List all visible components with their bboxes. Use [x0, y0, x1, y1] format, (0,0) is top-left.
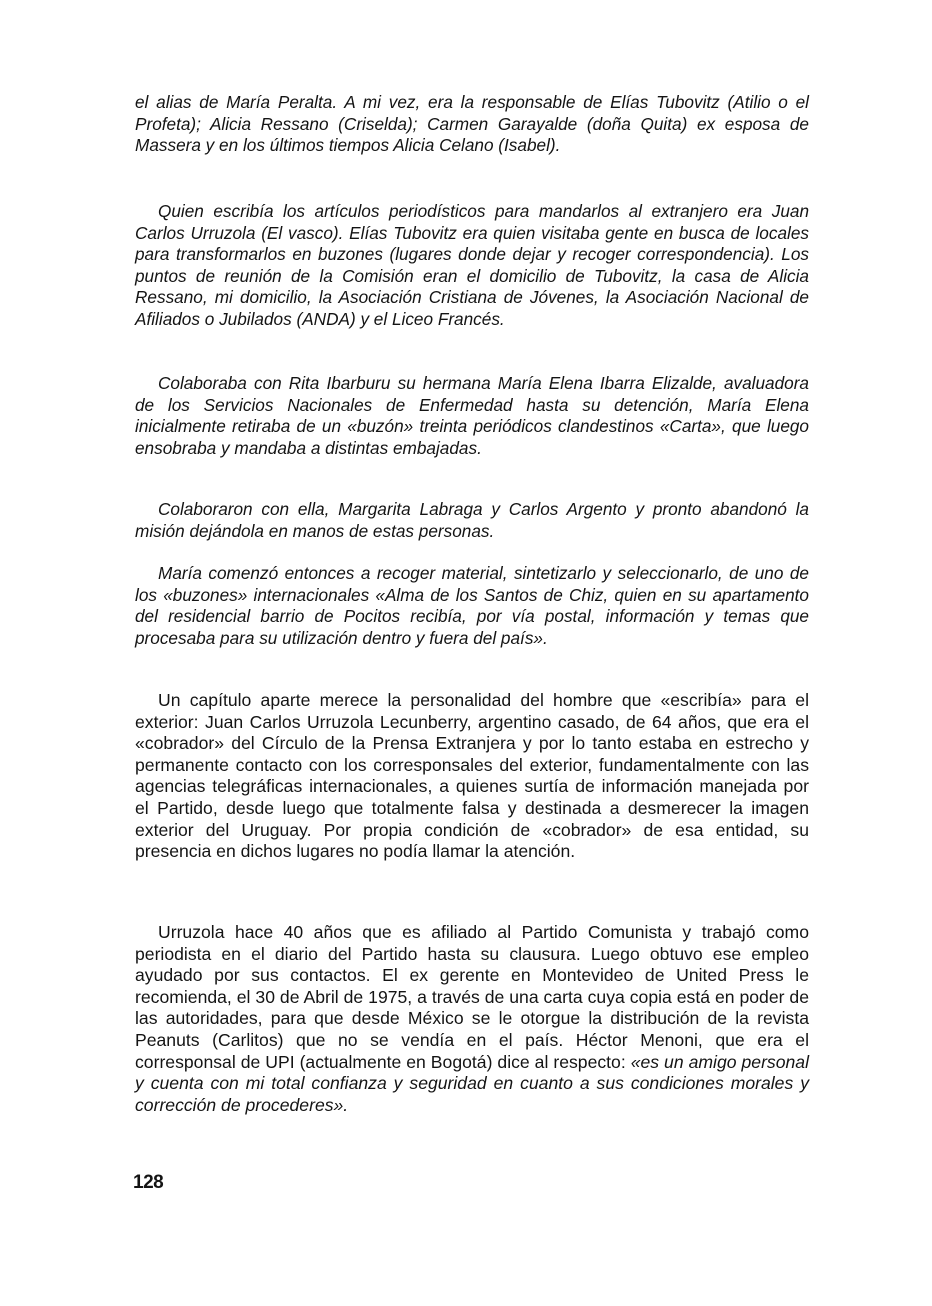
paragraph-continuation: el alias de María Peralta. A mi vez, era la responsable de Elías Tubovitz (Atilio o el Profeta); Alicia Ressano (Criselda); Carmen Garayalde (doña Quita) ex esposa de Massera y en los últimos tiempos Alicia Celano (Isabel). — [135, 92, 809, 156]
paragraph-collaborators: Colaboraron con ella, Margarita Labraga y Carlos Argento y pronto abandonó la misión dejándola en manos de estas personas. — [135, 499, 809, 541]
paragraph-urruzola-articles: Quien escribía los artículos periodísticos para mandarlos al extranjero era Juan Carlos Urruzola (El vasco). Elías Tubovitz era quien visitaba gente en busca de locales para transformarlos en buzones (lugares donde dejar y recoger correspondencia). Los puntos de reunión de la Comisión eran el domicilio de Tubovitz, la casa de Alicia Ressano, mi domicilio, la Asociación Cristiana de Jóvenes, la Asociación Nacional de Afiliados o Jubilados (ANDA) y el Liceo Francés. — [135, 201, 809, 329]
paragraph-history-text: Urruzola hace 40 años que es afiliado al Partido Comunista y trabajó como periodista en el diario del Partido hasta su clausura. Luego obtuvo ese empleo ayudado por sus contactos. El ex gerente en Montevideo de United Press le recomienda, el 30 de Abril de 1975, a través de una carta cuya copia está en poder de las autoridades, para que desde México se le otorgue la distribución de la revista Peanuts (Carlitos) que no se vendía en el país. Héctor Menoni, que era el corresponsal de UPI (actualmente en Bogotá) dice al respecto: — [135, 922, 809, 1072]
page-number: 128 — [133, 1172, 164, 1193]
paragraph-urruzola-profile: Un capítulo aparte merece la personalidad del hombre que «escribía» para el exterior: Juan Carlos Urruzola Lecunberry, argentino casado, de 64 años, que era el «cobrador» del Círculo de la Prensa Extranjera y por lo tanto estaba en estrecho y permanente contacto con los corresponsales del exterior, fundamentalmente con las agencias telegráficas internacionales, a quienes surtía de información manejada por el Partido, desde luego que totalmente falsa y destinada a desmerecer la imagen exterior del Uruguay. Por propia condición de «cobrador» de esa entidad, su presencia en dichos lugares no podía llamar la atención. — [135, 690, 809, 862]
quote-menoni: «es un amigo personal y cuenta con mi total confianza y seguridad en cuanto a sus condiciones morales y corrección de procederes». — [135, 1051, 809, 1115]
paragraph-urruzola-history — [135, 922, 809, 1116]
paragraph-maria-material: María comenzó entonces a recoger material, sintetizarlo y seleccionarlo, de uno de los «buzones» internacionales «Alma de los Santos de Chiz, quien en su apartamento del residencial barrio de Pocitos recibía, por vía postal, información y temas que procesaba para su utilización dentro y fuera del país». — [135, 563, 809, 648]
paragraph-maria-elena: Colaboraba con Rita Ibarburu su hermana María Elena Ibarra Elizalde, avaluadora de los Servicios Nacionales de Enfermedad hasta su detención, María Elena inicialmente retiraba de un «buzón» treinta periódicos clandestinos «Carta», que luego ensobraba y mandaba a distintas embajadas. — [135, 373, 809, 458]
